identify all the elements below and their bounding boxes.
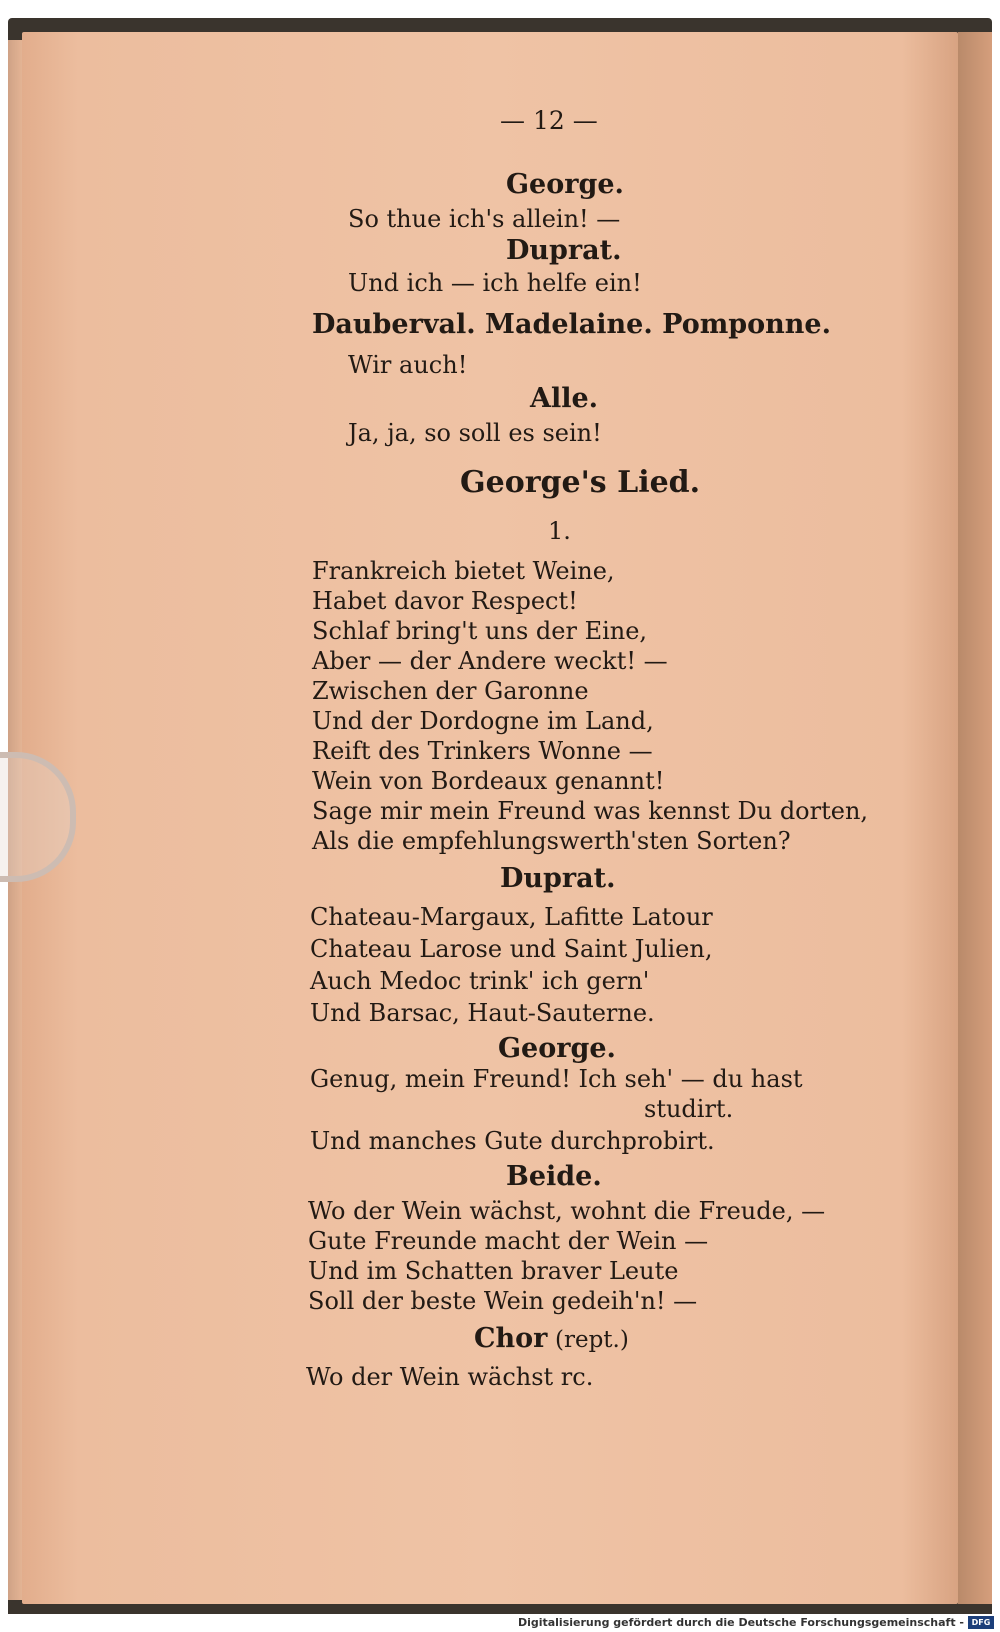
speaker-group: Dauberval. Madelaine. Pomponne.: [312, 309, 831, 340]
verse-line: Auch Medoc trink' ich gern': [310, 967, 650, 995]
page-edge-right: [958, 32, 992, 1604]
verse-line: Gute Freunde macht der Wein —: [308, 1227, 709, 1255]
text-line: Ja, ja, so soll es sein!: [348, 419, 602, 447]
verse-line: Chateau-Margaux, Lafitte Latour: [310, 903, 713, 931]
speaker-duprat: Duprat.: [506, 235, 622, 266]
speaker-beide: Beide.: [506, 1161, 602, 1192]
speaker-george: George.: [498, 1033, 616, 1064]
repeat-note: (rept.): [555, 1327, 629, 1353]
verse-line: Habet davor Respect!: [312, 587, 578, 615]
speaker-george: George.: [506, 169, 624, 200]
verse-line: Chateau Larose und Saint Julien,: [310, 935, 713, 963]
footer-credit: Digitalisierung gefördert durch die Deutsche Forschungsgemeinschaft -: [517, 1616, 964, 1629]
footer-bar: [0, 1614, 1000, 1632]
verse-line: Soll der beste Wein gedeih'n! —: [308, 1287, 698, 1315]
verse-line: Und Barsac, Haut-Sauterne.: [310, 999, 655, 1027]
verse-line: Und im Schatten braver Leute: [308, 1257, 679, 1285]
text-line: Wir auch!: [348, 351, 468, 379]
verse-line: Reift des Trinkers Wonne —: [312, 737, 653, 765]
speaker-chor: Chor: [474, 1323, 548, 1354]
verse-line: Sage mir mein Freund was kennst Du dorten,: [312, 797, 869, 825]
page-number: — 12 —: [500, 106, 598, 135]
text-line: Und ich — ich helfe ein!: [348, 269, 642, 297]
verse-line: Wo der Wein wächst, wohnt die Freude, —: [308, 1197, 826, 1225]
text-line: So thue ich's allein! —: [348, 205, 621, 233]
verse-line: Wo der Wein wächst rc.: [306, 1363, 594, 1391]
chorus-heading: [474, 1324, 629, 1355]
verse-line: studirt.: [644, 1095, 734, 1123]
verse-line: Genug, mein Freund! Ich seh' — du hast: [310, 1065, 803, 1093]
verse-line: Und manches Gute durchprobirt.: [310, 1127, 715, 1155]
verse-line: Aber — der Andere weckt! —: [312, 647, 668, 675]
verse-line: Frankreich bietet Weine,: [312, 557, 615, 585]
speaker-duprat: Duprat.: [500, 863, 616, 894]
dfg-logo: DFG: [968, 1616, 994, 1629]
verse-line: Schlaf bring't uns der Eine,: [312, 617, 648, 645]
verse-line: Wein von Bordeaux genannt!: [312, 767, 665, 795]
verse-line: Als die empfehlungswerth'sten Sorten?: [312, 827, 791, 855]
verse-line: Und der Dordogne im Land,: [312, 707, 654, 735]
verse-line: Zwischen der Garonne: [312, 677, 589, 705]
song-title: George's Lied.: [460, 465, 701, 500]
verse-number: 1.: [548, 517, 571, 545]
speaker-alle: Alle.: [530, 383, 599, 414]
